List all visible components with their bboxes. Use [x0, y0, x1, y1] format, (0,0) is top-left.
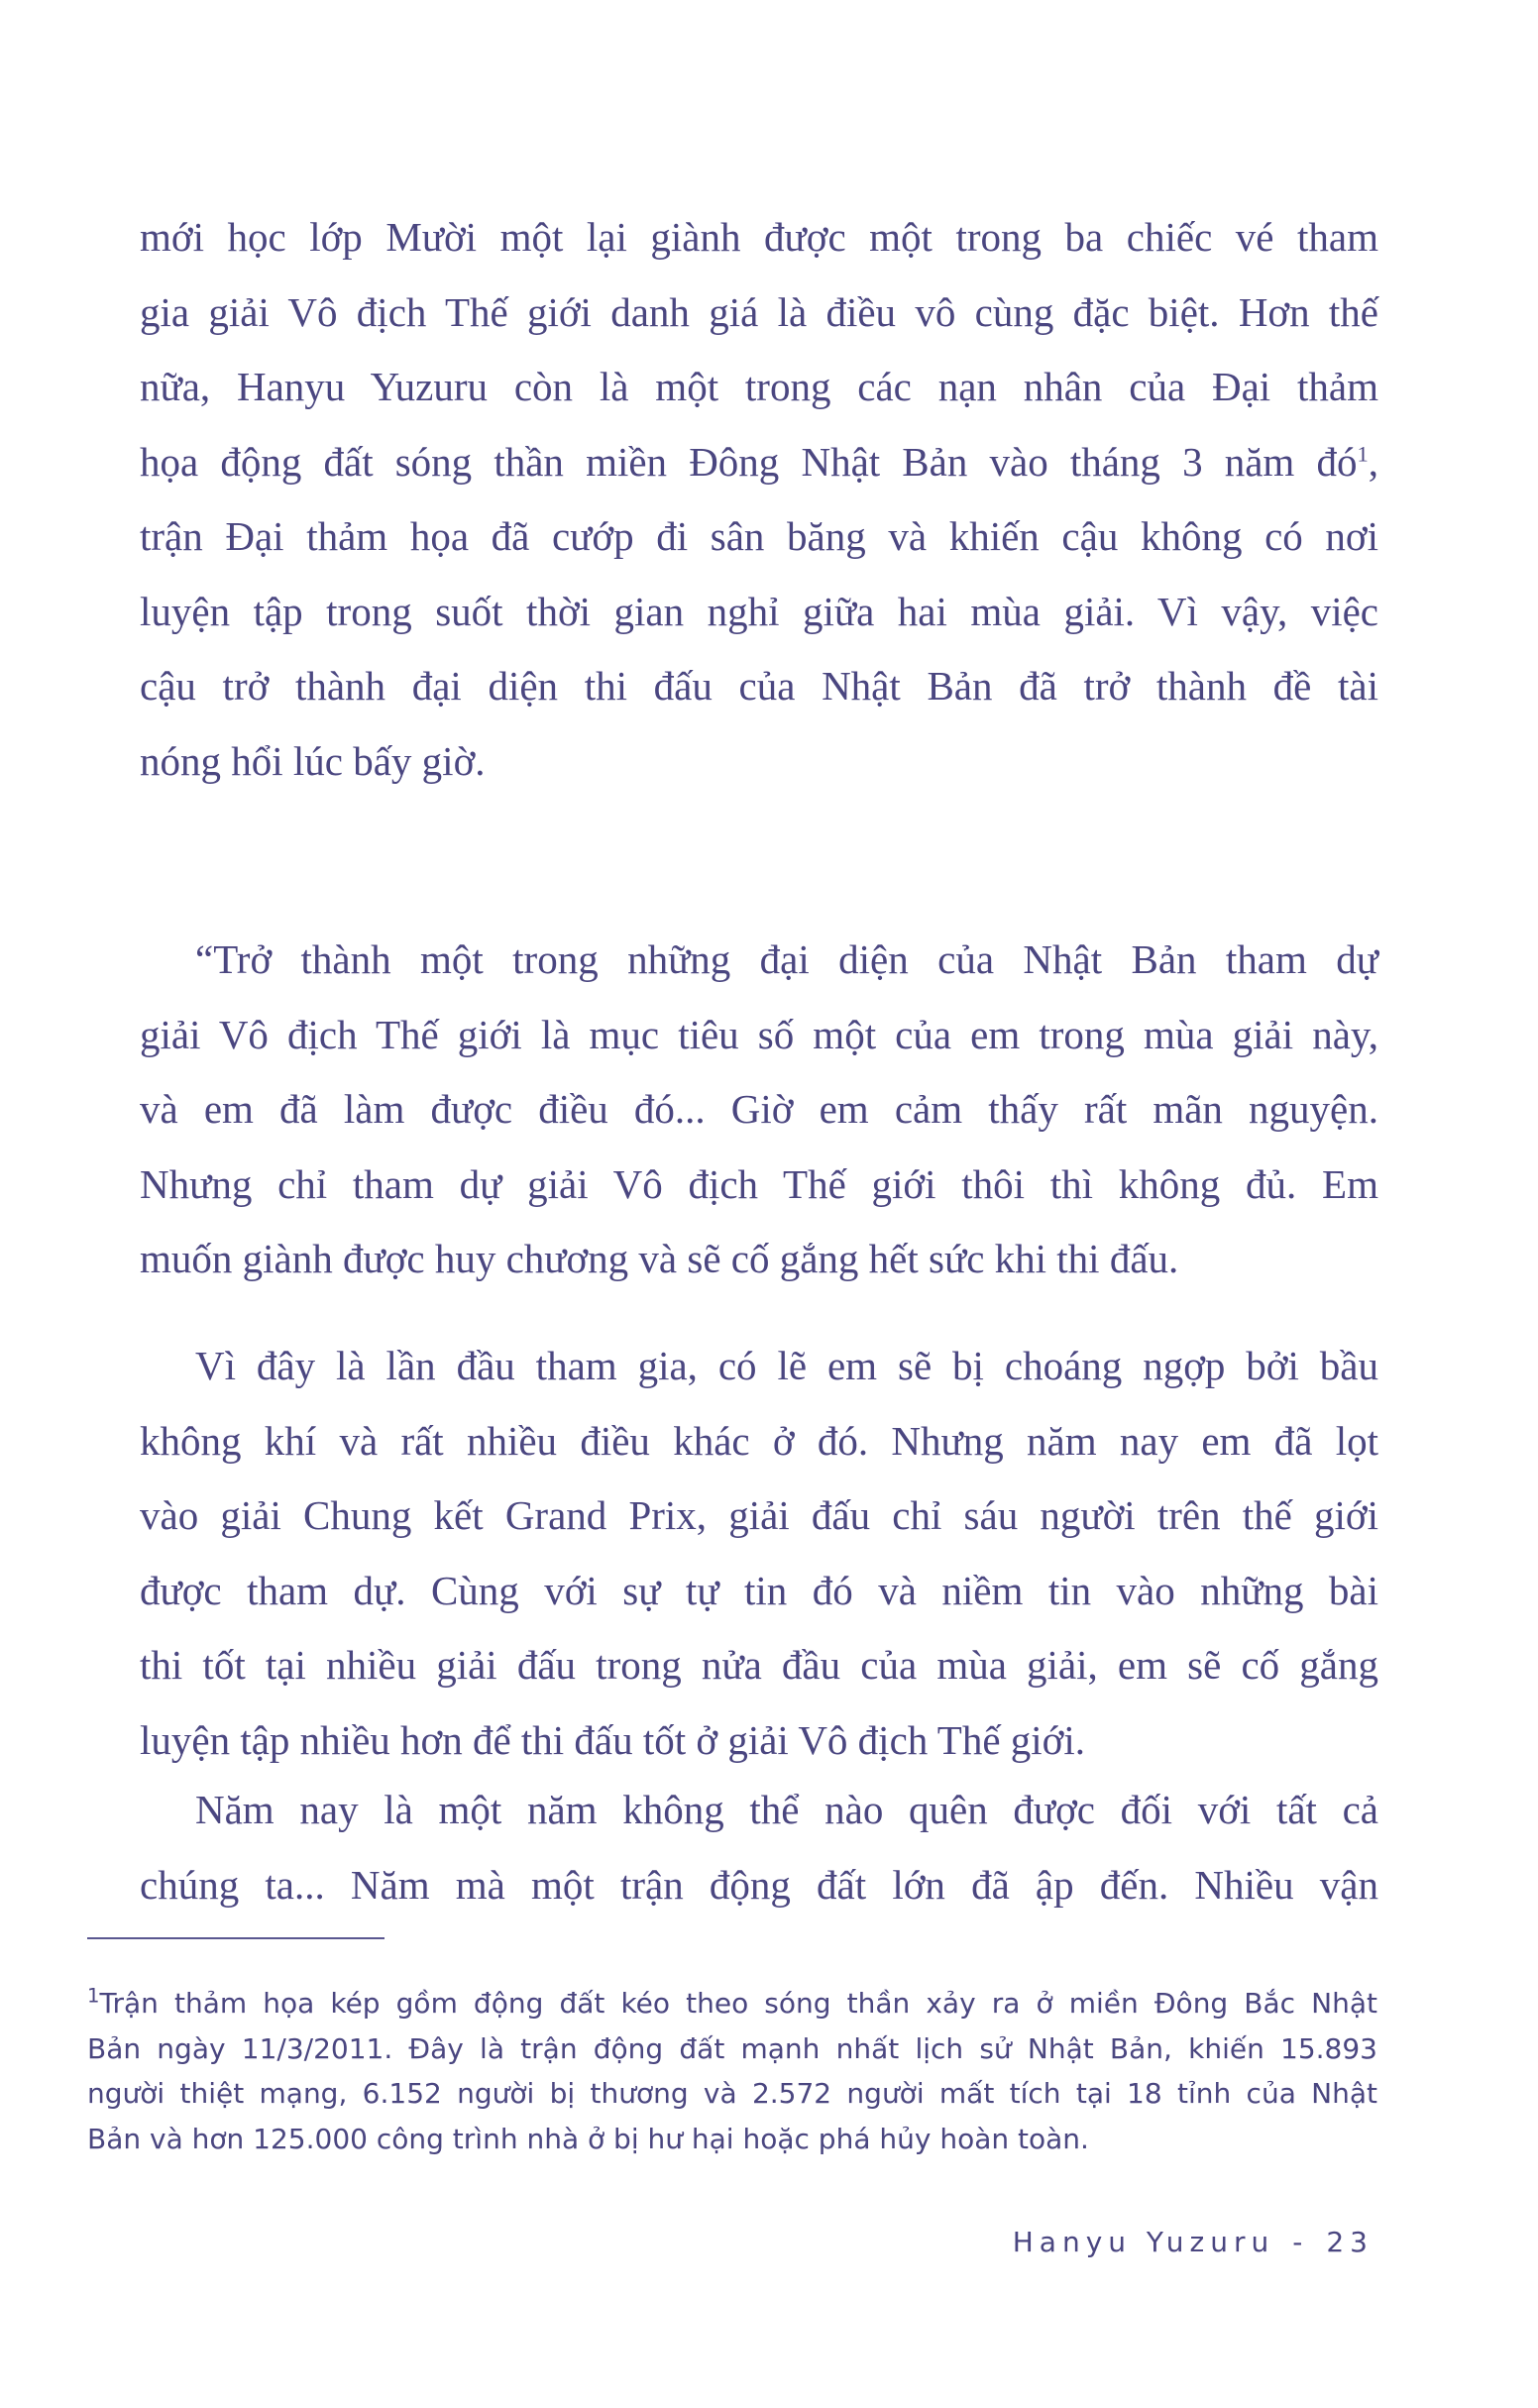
text-line: nóng hổi lúc bấy giờ. [140, 737, 486, 784]
text-line: nữa, Hanyu Yuzuru còn là một trong các nạn nhân của Đại thảm [140, 364, 1378, 409]
paragraph-3 [140, 1329, 1378, 1778]
text-line: Nhưng chỉ tham dự giải Vô địch Thế giới thôi thì không đủ. Em [140, 1160, 1378, 1207]
text-line: trận Đại thảm họa đã cướp đi sân băng và khiến cậu không có nơi [140, 513, 1378, 559]
footnote-line: Bản ngày 11/3/2011. Đây là trận động đất mạnh nhất lịch sử Nhật Bản, khiến 15.893 [87, 2031, 1377, 2065]
text-line: gia giải Vô địch Thế giới danh giá là điều vô cùng đặc biệt. Hơn thế [140, 288, 1378, 335]
footnote-line [87, 1981, 1377, 2026]
page-number: 23 [1326, 2226, 1373, 2258]
paragraph-2 [140, 923, 1378, 1297]
footnote-reference: 1 [1357, 440, 1369, 466]
footnote-line: người thiệt mạng, 6.152 người bị thương và 2.572 người mất tích tại 18 tỉnh của Nhật [87, 2077, 1377, 2110]
text-line: luyện tập nhiều hơn để thi đấu tốt ở giải Vô địch Thế giới. [140, 1716, 1085, 1763]
text-line: muốn giành được huy chương và sẽ cố gắng hết sức khi thi đấu. [140, 1236, 1179, 1281]
text-line: và em đã làm được điều đó... Giờ em cảm thấy rất mãn nguyện. [140, 1086, 1378, 1132]
text-line: không khí và rất nhiều điều khác ở đó. Nhưng năm nay em đã lọt [140, 1417, 1378, 1464]
text-line-with-footnote [140, 425, 1378, 500]
text-line: Năm nay là một năm không thể nào quên được đối với tất cả [195, 1787, 1378, 1832]
page-footer [1013, 2226, 1373, 2258]
text-line: chúng ta... Năm mà một trận động đất lớn đã ập đến. Nhiều vận [140, 1861, 1378, 1908]
footnote-divider [87, 1937, 384, 1939]
footnote-line-content: Trận thảm họa kép gồm động đất kéo theo sóng thần xảy ra ở miền Đông Bắc Nhật [99, 1987, 1377, 2020]
text-line: Vì đây là lần đầu tham gia, có lẽ em sẽ bị choáng ngợp bởi bầu [195, 1343, 1378, 1388]
footnote-reference-punctuation: , [1368, 438, 1378, 485]
footnote-line: Bản và hơn 125.000 công trình nhà ở bị hư hại hoặc phá hủy hoàn toàn. [87, 2122, 1089, 2155]
paragraph-4 [140, 1773, 1378, 1922]
text-line: luyện tập trong suốt thời gian nghỉ giữa hai mùa giải. Vì vậy, việc [140, 588, 1378, 634]
running-title: Hanyu Yuzuru [1012, 2226, 1275, 2258]
paragraph-1 [140, 200, 1378, 799]
text-line: cậu trở thành đại diện thi đấu của Nhật Bản đã trở thành đề tài [140, 663, 1378, 709]
text-line: được tham dự. Cùng với sự tự tin đó và niềm tin vào những bài [140, 1567, 1378, 1613]
footnote-marker: 1 [87, 1984, 100, 2008]
text-line: giải Vô địch Thế giới là mục tiêu số một của em trong mùa giải này, [140, 1011, 1378, 1057]
text-line: “Trở thành một trong những đại diện của Nhật Bản tham dự [195, 936, 1378, 982]
text-line: thi tốt tại nhiều giải đấu trong nửa đầu của mùa giải, em sẽ cố gắng [140, 1642, 1378, 1688]
text-line-content: họa động đất sóng thần miền Đông Nhật Bản vào tháng 3 năm đó [140, 438, 1358, 485]
footnote [87, 1981, 1377, 2161]
text-line: mới học lớp Mười một lại giành được một trong ba chiếc vé tham [140, 214, 1378, 260]
text-line: vào giải Chung kết Grand Prix, giải đấu chỉ sáu người trên thế giới [140, 1492, 1378, 1538]
footer-separator: - [1292, 2226, 1309, 2258]
